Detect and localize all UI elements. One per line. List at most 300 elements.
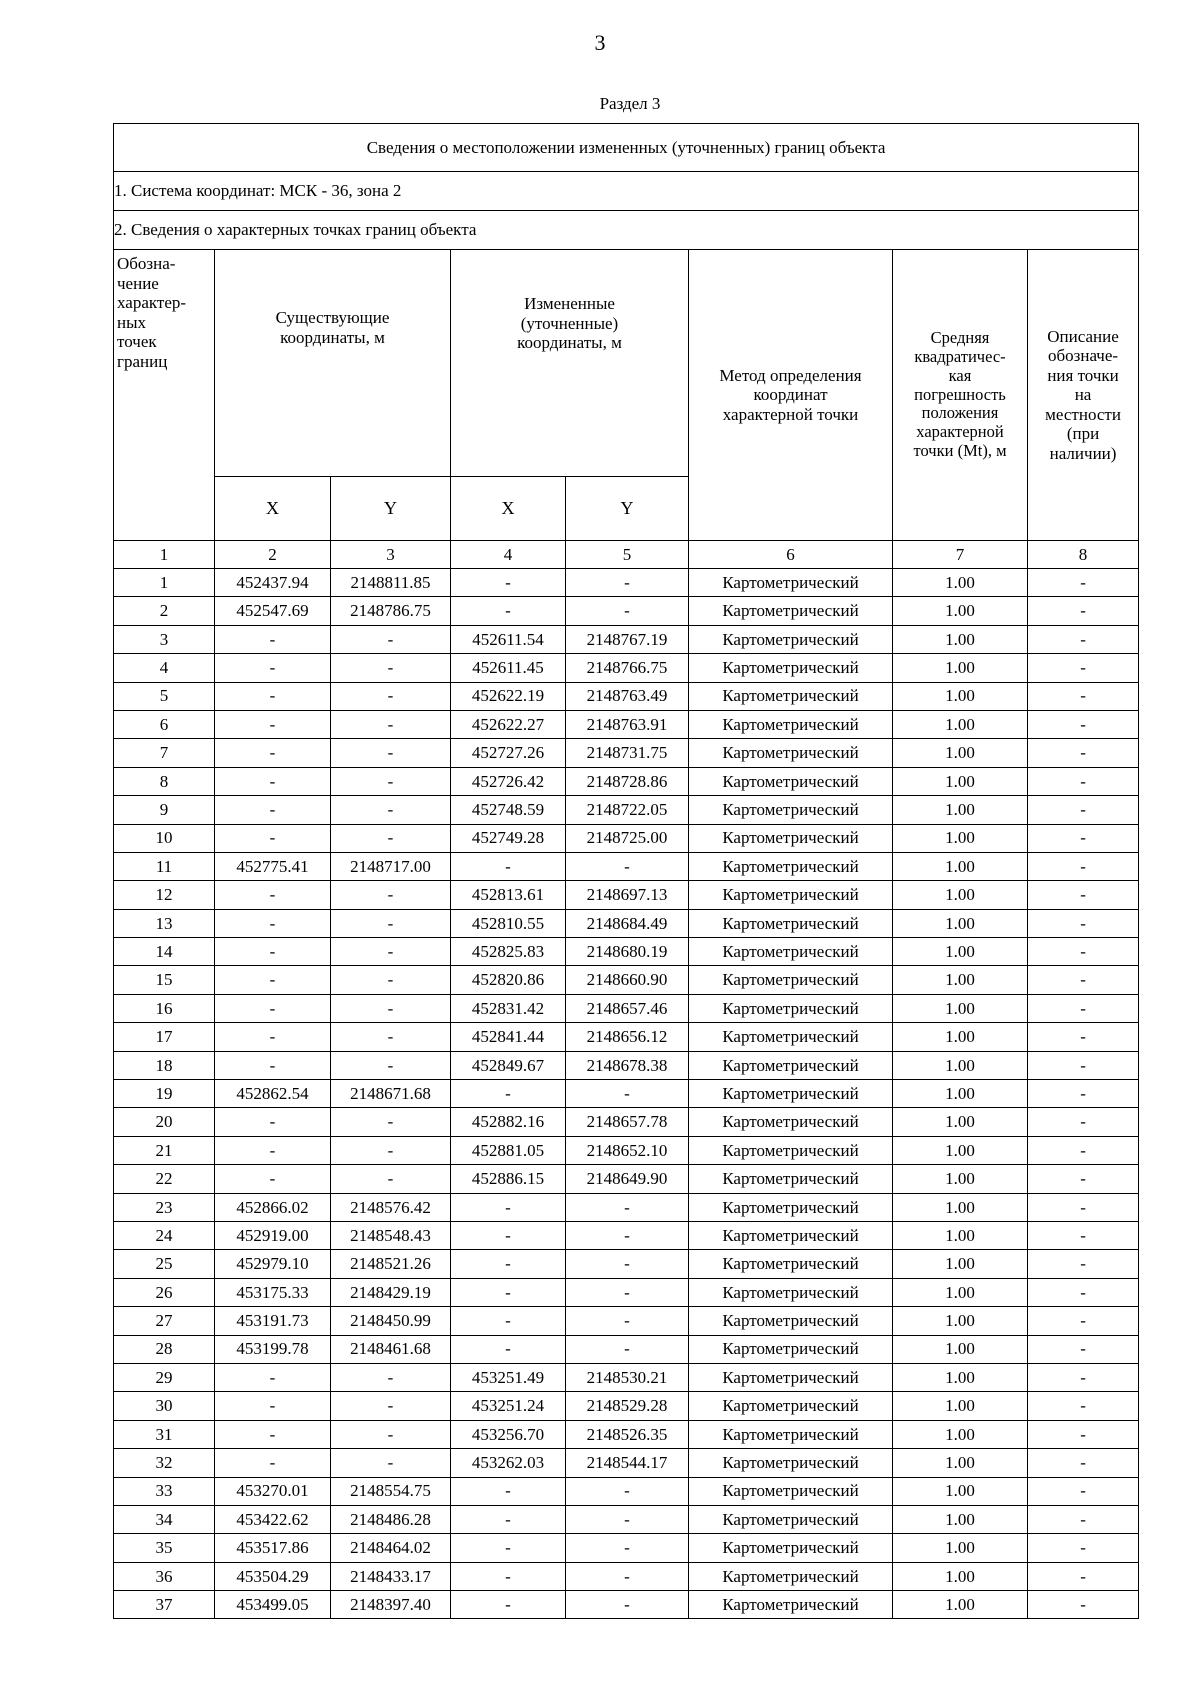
existing-y-cell: - [331,909,451,937]
column-number: 6 [689,541,893,569]
existing-x-cell: - [215,739,331,767]
header-existing-x: X [215,477,331,541]
method-cell: Картометрический [689,824,893,852]
description-cell: - [1028,1477,1139,1505]
mean-error-cell: 1.00 [893,1363,1028,1391]
existing-y-cell: 2148433.17 [331,1562,451,1590]
point-number-cell: 30 [114,1392,215,1420]
page-number: 3 [594,30,606,55]
method-cell: Картометрический [689,625,893,653]
header-method: Метод определения координат характерной точки [689,250,893,541]
table-row [114,1307,1139,1335]
table-row [114,597,1139,625]
description-cell: - [1028,1534,1139,1562]
section-label: Раздел 3 [599,94,661,113]
method-cell: Картометрический [689,739,893,767]
existing-x-cell: 453422.62 [215,1505,331,1533]
existing-x-cell: - [215,710,331,738]
changed-y-cell: - [566,1278,689,1306]
column-number: 8 [1028,541,1139,569]
changed-y-cell: 2148684.49 [566,909,689,937]
changed-x-cell: - [451,1221,566,1249]
changed-y-cell: 2148678.38 [566,1051,689,1079]
point-number-cell: 23 [114,1193,215,1221]
method-cell: Картометрический [689,682,893,710]
changed-y-cell: - [566,1250,689,1278]
point-number-cell: 28 [114,1335,215,1363]
method-cell: Картометрический [689,1335,893,1363]
mean-error-cell: 1.00 [893,966,1028,994]
point-number-cell: 18 [114,1051,215,1079]
existing-y-cell: 2148521.26 [331,1250,451,1278]
table-row [114,994,1139,1022]
existing-y-cell: - [331,710,451,738]
point-number-cell: 14 [114,938,215,966]
changed-y-cell: 2148660.90 [566,966,689,994]
method-cell: Картометрический [689,1363,893,1391]
method-cell: Картометрический [689,1562,893,1590]
table-row [114,966,1139,994]
changed-x-cell: - [451,1562,566,1590]
table-row [114,881,1139,909]
point-number-cell: 5 [114,682,215,710]
changed-x-cell: 453256.70 [451,1420,566,1448]
existing-y-cell: - [331,994,451,1022]
existing-y-cell: 2148576.42 [331,1193,451,1221]
description-cell: - [1028,1278,1139,1306]
header-error: Средняя квадратичес- кая погрешность положения характерной точки (Mt), м [893,250,1028,541]
existing-y-cell: - [331,824,451,852]
mean-error-cell: 1.00 [893,1051,1028,1079]
column-number: 1 [114,541,215,569]
existing-x-cell: 453517.86 [215,1534,331,1562]
description-cell: - [1028,824,1139,852]
changed-y-cell: 2148763.49 [566,682,689,710]
existing-x-cell: - [215,881,331,909]
column-number: 4 [451,541,566,569]
description-cell: - [1028,1108,1139,1136]
mean-error-cell: 1.00 [893,569,1028,597]
table-row [114,1420,1139,1448]
changed-x-cell: - [451,1477,566,1505]
existing-y-cell: - [331,1136,451,1164]
existing-y-cell: 2148486.28 [331,1505,451,1533]
method-cell: Картометрический [689,1136,893,1164]
method-cell: Картометрический [689,1449,893,1477]
table-title: Сведения о местоположении измененных (уточненных) границ объекта [114,124,1139,172]
description-cell: - [1028,1307,1139,1335]
point-number-cell: 21 [114,1136,215,1164]
description-cell: - [1028,1505,1139,1533]
boundary-points-table [113,123,1139,1619]
column-number: 3 [331,541,451,569]
existing-x-cell: - [215,966,331,994]
changed-y-cell: - [566,597,689,625]
header-existing-coords: Существующие координаты, м [215,250,451,477]
mean-error-cell: 1.00 [893,1420,1028,1448]
method-cell: Картометрический [689,994,893,1022]
description-cell: - [1028,1420,1139,1448]
changed-x-cell: 452727.26 [451,739,566,767]
method-cell: Картометрический [689,1051,893,1079]
mean-error-cell: 1.00 [893,654,1028,682]
description-cell: - [1028,881,1139,909]
changed-x-cell: - [451,1591,566,1619]
changed-x-cell: - [451,1278,566,1306]
changed-x-cell: 452622.27 [451,710,566,738]
existing-x-cell: 452775.41 [215,852,331,880]
point-number-cell: 8 [114,767,215,795]
point-number-cell: 6 [114,710,215,738]
point-number-cell: 19 [114,1080,215,1108]
existing-x-cell: 453499.05 [215,1591,331,1619]
existing-x-cell: - [215,767,331,795]
mean-error-cell: 1.00 [893,1221,1028,1249]
description-cell: - [1028,966,1139,994]
description-cell: - [1028,1136,1139,1164]
table-row [114,796,1139,824]
table-row [114,938,1139,966]
table-row [114,1023,1139,1051]
mean-error-cell: 1.00 [893,1505,1028,1533]
method-cell: Картометрический [689,909,893,937]
existing-y-cell: - [331,881,451,909]
existing-x-cell: - [215,824,331,852]
changed-x-cell: 452886.15 [451,1165,566,1193]
existing-y-cell: 2148811.85 [331,569,451,597]
description-cell: - [1028,767,1139,795]
existing-x-cell: 452547.69 [215,597,331,625]
existing-y-cell: - [331,1165,451,1193]
existing-x-cell: - [215,1363,331,1391]
table-row [114,1278,1139,1306]
description-cell: - [1028,625,1139,653]
changed-x-cell: 452841.44 [451,1023,566,1051]
existing-x-cell: - [215,625,331,653]
point-number-cell: 37 [114,1591,215,1619]
mean-error-cell: 1.00 [893,1335,1028,1363]
changed-y-cell: - [566,1193,689,1221]
existing-y-cell: - [331,767,451,795]
description-cell: - [1028,1562,1139,1590]
changed-y-cell: - [566,1307,689,1335]
mean-error-cell: 1.00 [893,625,1028,653]
changed-y-cell: 2148763.91 [566,710,689,738]
point-number-cell: 20 [114,1108,215,1136]
mean-error-cell: 1.00 [893,1534,1028,1562]
table-row [114,1392,1139,1420]
existing-x-cell: 453175.33 [215,1278,331,1306]
existing-x-cell: - [215,1023,331,1051]
method-cell: Картометрический [689,1221,893,1249]
existing-y-cell: - [331,1023,451,1051]
existing-y-cell: 2148397.40 [331,1591,451,1619]
existing-x-cell: - [215,1165,331,1193]
table-row [114,1165,1139,1193]
changed-x-cell: 452622.19 [451,682,566,710]
existing-y-cell: - [331,1051,451,1079]
point-number-cell: 13 [114,909,215,937]
description-cell: - [1028,710,1139,738]
description-cell: - [1028,938,1139,966]
changed-x-cell: - [451,569,566,597]
changed-y-cell: - [566,1080,689,1108]
mean-error-cell: 1.00 [893,852,1028,880]
description-cell: - [1028,597,1139,625]
mean-error-cell: 1.00 [893,1250,1028,1278]
changed-x-cell: - [451,597,566,625]
changed-y-cell: 2148530.21 [566,1363,689,1391]
point-number-cell: 36 [114,1562,215,1590]
existing-x-cell: 453504.29 [215,1562,331,1590]
existing-x-cell: - [215,994,331,1022]
method-cell: Картометрический [689,597,893,625]
changed-y-cell: 2148767.19 [566,625,689,653]
existing-y-cell: - [331,796,451,824]
changed-x-cell: 453262.03 [451,1449,566,1477]
points-heading: 2. Сведения о характерных точках границ объекта [114,211,1139,250]
existing-x-cell: 452979.10 [215,1250,331,1278]
point-number-cell: 9 [114,796,215,824]
header-existing-y: Y [331,477,451,541]
mean-error-cell: 1.00 [893,1108,1028,1136]
changed-y-cell: - [566,852,689,880]
table-row [114,1449,1139,1477]
description-cell: - [1028,1221,1139,1249]
existing-y-cell: - [331,1363,451,1391]
existing-y-cell: 2148717.00 [331,852,451,880]
point-number-cell: 10 [114,824,215,852]
changed-x-cell: - [451,852,566,880]
mean-error-cell: 1.00 [893,1477,1028,1505]
mean-error-cell: 1.00 [893,938,1028,966]
method-cell: Картометрический [689,1420,893,1448]
description-cell: - [1028,1449,1139,1477]
existing-y-cell: - [331,1449,451,1477]
existing-x-cell: 453270.01 [215,1477,331,1505]
changed-x-cell: 452726.42 [451,767,566,795]
existing-x-cell: - [215,1108,331,1136]
method-cell: Картометрический [689,1534,893,1562]
point-number-cell: 11 [114,852,215,880]
existing-y-cell: 2148786.75 [331,597,451,625]
changed-x-cell: - [451,1193,566,1221]
point-number-cell: 31 [114,1420,215,1448]
description-cell: - [1028,1591,1139,1619]
changed-y-cell: 2148657.46 [566,994,689,1022]
description-cell: - [1028,682,1139,710]
description-cell: - [1028,852,1139,880]
table-row [114,654,1139,682]
point-number-cell: 7 [114,739,215,767]
header-changed-x: X [451,477,566,541]
description-cell: - [1028,909,1139,937]
mean-error-cell: 1.00 [893,710,1028,738]
existing-y-cell: 2148429.19 [331,1278,451,1306]
description-cell: - [1028,994,1139,1022]
changed-x-cell: 452849.67 [451,1051,566,1079]
method-cell: Картометрический [689,852,893,880]
changed-x-cell: 452820.86 [451,966,566,994]
existing-y-cell: 2148554.75 [331,1477,451,1505]
method-cell: Картометрический [689,796,893,824]
point-number-cell: 3 [114,625,215,653]
column-number: 5 [566,541,689,569]
method-cell: Картометрический [689,1392,893,1420]
point-number-cell: 15 [114,966,215,994]
table-row [114,739,1139,767]
mean-error-cell: 1.00 [893,1080,1028,1108]
existing-x-cell: - [215,682,331,710]
changed-x-cell: - [451,1534,566,1562]
method-cell: Картометрический [689,1477,893,1505]
table-row [114,767,1139,795]
method-cell: Картометрический [689,1023,893,1051]
method-cell: Картометрический [689,1108,893,1136]
mean-error-cell: 1.00 [893,1307,1028,1335]
existing-y-cell: - [331,682,451,710]
mean-error-cell: 1.00 [893,597,1028,625]
changed-y-cell: 2148544.17 [566,1449,689,1477]
method-cell: Картометрический [689,1307,893,1335]
description-cell: - [1028,1165,1139,1193]
point-number-cell: 17 [114,1023,215,1051]
changed-x-cell: 452813.61 [451,881,566,909]
mean-error-cell: 1.00 [893,1449,1028,1477]
table-row [114,625,1139,653]
existing-y-cell: - [331,1108,451,1136]
header-description: Описание обозначе- ния точки на местности (при наличии) [1028,250,1139,541]
mean-error-cell: 1.00 [893,1136,1028,1164]
method-cell: Картометрический [689,1080,893,1108]
changed-y-cell: - [566,569,689,597]
changed-y-cell: 2148649.90 [566,1165,689,1193]
changed-y-cell: 2148731.75 [566,739,689,767]
mean-error-cell: 1.00 [893,909,1028,937]
table-row [114,824,1139,852]
point-number-cell: 24 [114,1221,215,1249]
changed-x-cell: 452831.42 [451,994,566,1022]
changed-x-cell: 453251.49 [451,1363,566,1391]
mean-error-cell: 1.00 [893,1165,1028,1193]
point-number-cell: 32 [114,1449,215,1477]
existing-x-cell: 453199.78 [215,1335,331,1363]
table-row [114,1591,1139,1619]
mean-error-cell: 1.00 [893,824,1028,852]
point-number-cell: 26 [114,1278,215,1306]
existing-x-cell: - [215,654,331,682]
header-changed-y: Y [566,477,689,541]
point-number-cell: 4 [114,654,215,682]
header-designation: Обозна- чение характер- ных точек границ [114,250,215,541]
mean-error-cell: 1.00 [893,994,1028,1022]
table-row [114,909,1139,937]
changed-x-cell: - [451,1335,566,1363]
changed-y-cell: 2148657.78 [566,1108,689,1136]
changed-x-cell: 453251.24 [451,1392,566,1420]
method-cell: Картометрический [689,1165,893,1193]
existing-x-cell: - [215,909,331,937]
existing-x-cell: - [215,1136,331,1164]
changed-x-cell: - [451,1307,566,1335]
existing-x-cell: 452437.94 [215,569,331,597]
changed-x-cell: 452611.54 [451,625,566,653]
mean-error-cell: 1.00 [893,1023,1028,1051]
description-cell: - [1028,1392,1139,1420]
existing-y-cell: 2148548.43 [331,1221,451,1249]
point-number-cell: 22 [114,1165,215,1193]
changed-y-cell: - [566,1477,689,1505]
table-row [114,1108,1139,1136]
changed-y-cell: - [566,1335,689,1363]
changed-x-cell: - [451,1505,566,1533]
changed-y-cell: 2148697.13 [566,881,689,909]
method-cell: Картометрический [689,1250,893,1278]
changed-y-cell: - [566,1221,689,1249]
existing-y-cell: 2148464.02 [331,1534,451,1562]
point-number-cell: 12 [114,881,215,909]
changed-y-cell: 2148529.28 [566,1392,689,1420]
table-row [114,1193,1139,1221]
existing-x-cell: 452919.00 [215,1221,331,1249]
mean-error-cell: 1.00 [893,1562,1028,1590]
changed-x-cell: - [451,1250,566,1278]
table-row [114,1335,1139,1363]
existing-x-cell: - [215,1051,331,1079]
method-cell: Картометрический [689,1591,893,1619]
changed-y-cell: 2148652.10 [566,1136,689,1164]
changed-x-cell: 452882.16 [451,1108,566,1136]
existing-y-cell: - [331,938,451,966]
existing-x-cell: - [215,1449,331,1477]
table-row [114,1363,1139,1391]
changed-y-cell: 2148680.19 [566,938,689,966]
changed-y-cell: 2148766.75 [566,654,689,682]
table-row [114,682,1139,710]
changed-y-cell: 2148728.86 [566,767,689,795]
existing-y-cell: 2148461.68 [331,1335,451,1363]
description-cell: - [1028,654,1139,682]
table-row [114,569,1139,597]
point-number-cell: 35 [114,1534,215,1562]
description-cell: - [1028,739,1139,767]
existing-x-cell: - [215,796,331,824]
column-number: 2 [215,541,331,569]
mean-error-cell: 1.00 [893,1278,1028,1306]
existing-x-cell: 453191.73 [215,1307,331,1335]
column-number: 7 [893,541,1028,569]
existing-y-cell: - [331,1420,451,1448]
changed-x-cell: 452810.55 [451,909,566,937]
point-number-cell: 25 [114,1250,215,1278]
existing-x-cell: 452866.02 [215,1193,331,1221]
mean-error-cell: 1.00 [893,796,1028,824]
existing-x-cell: - [215,1392,331,1420]
existing-y-cell: 2148450.99 [331,1307,451,1335]
changed-y-cell: 2148656.12 [566,1023,689,1051]
table-row [114,710,1139,738]
changed-x-cell: 452748.59 [451,796,566,824]
table-row [114,852,1139,880]
existing-y-cell: - [331,654,451,682]
header-changed-coords: Измененные (уточненные) координаты, м [451,250,689,477]
existing-y-cell: 2148671.68 [331,1080,451,1108]
table-row [114,1221,1139,1249]
description-cell: - [1028,1363,1139,1391]
existing-y-cell: - [331,966,451,994]
changed-x-cell: 452881.05 [451,1136,566,1164]
description-cell: - [1028,569,1139,597]
